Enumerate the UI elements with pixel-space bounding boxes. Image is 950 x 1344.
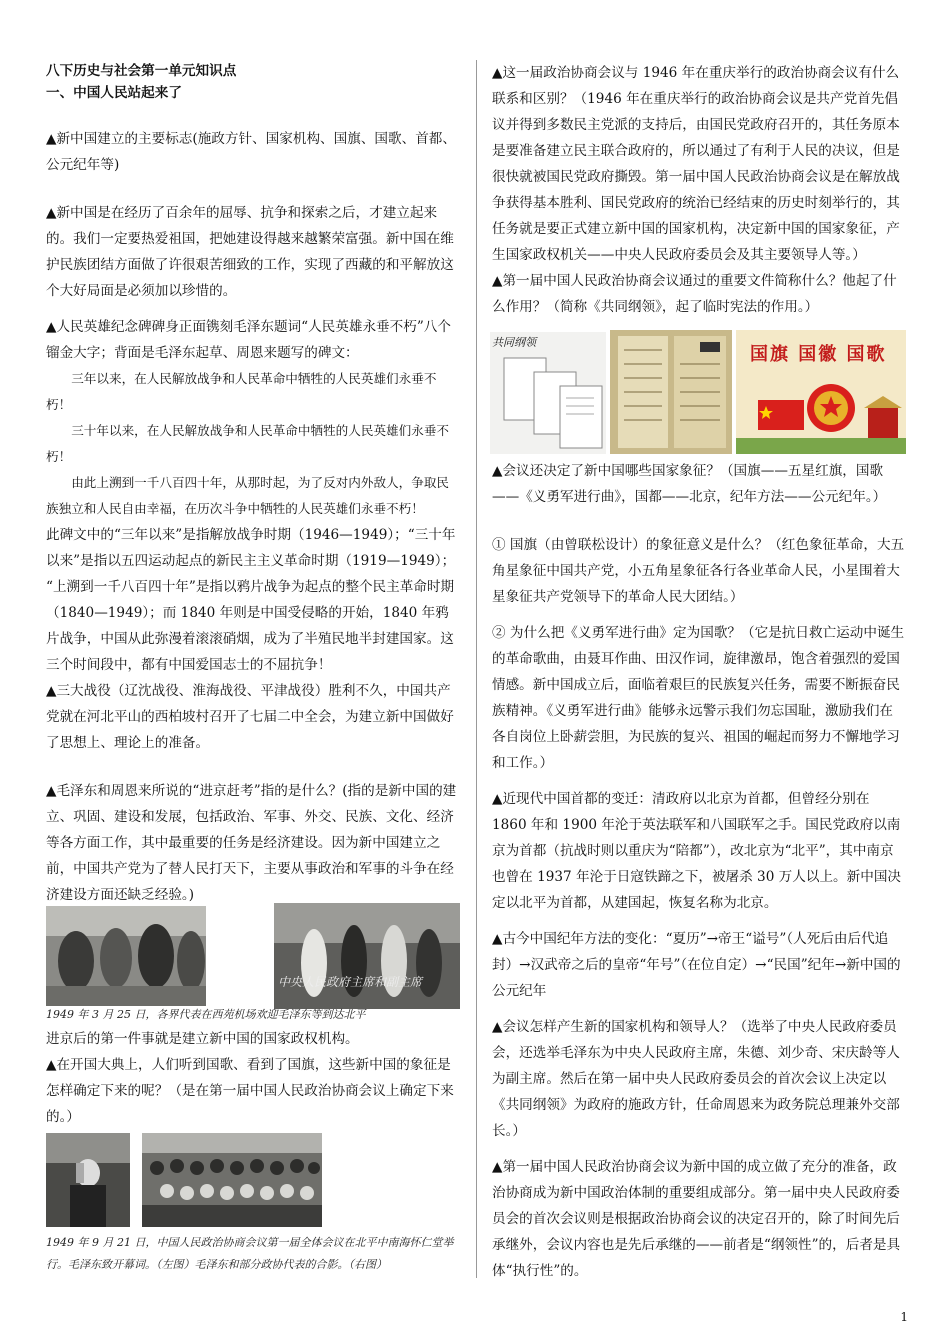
paragraph: ▲第一届中国人民政治协商会议通过的重要文件简称什么？他起了什么作用？（简称《共同纲领》，起了临时宪法的作用。）	[492, 273, 897, 315]
paragraph: ▲近现代中国首都的变迁：清政府以北京为首都，但曾经分别在 1860 年和 1900 年沦于英法联军和八国联军之手。国民党政府以南京为首都（抗战时则以重庆为“陪都”），改北京为“北平”，其中南京也曾在 1937 年沦于日寇铁蹄之下，被屠杀 30 万人以上。新中国决定以北平为首都，从建国起，恢复名称为北京。	[492, 791, 902, 911]
inscription-line: 三年以来，在人民解放战争和人民革命中牺牲的人民英雄们永垂不朽！	[46, 371, 437, 412]
paragraph: ▲在开国大典上，人们听到国歌、看到了国旗，这些新中国的象征是怎样确定下来的呢？（是在第一届中国人民政治协商会议上确定下来的。）	[46, 1057, 454, 1125]
paragraph: ▲会议怎样产生新的国家机构和领导人？（选举了中央人民政府委员会，还选举毛泽东为中央人民政府主席，朱德、刘少奇、宋庆龄等人为副主席。然后在第一届中央人民政府委员会的首次会议上决定以《共同纲领》为政府的施政方针，任命周恩来为政务院总理兼外交部长。）	[492, 1019, 900, 1139]
paragraph: ① 国旗（由曾联松设计）的象征意义是什么？（红色象征革命，大五角星象征中国共产党，小五角星象征各行各业革命人民，小星围着大星象征共产党领导下的革命人民大团结。）	[492, 537, 905, 605]
leaders-photo	[274, 903, 460, 1009]
paragraph: ▲第一届中国人民政治协商会议为新中国的成立做了充分的准备，政治协商成为新中国政治体制的重要组成部分。第一届中央人民政府委员会的首次会议则是根据政治协商会议的决定召开的，除了时间先后承继外，会议内容也是先后承继的——前者是“纲领性”的，后者是具体“执行性”的。	[492, 1159, 901, 1279]
photo-overlay-caption: 中央人民政府主席和副主席	[278, 975, 423, 989]
image-label: 共同纲领	[492, 336, 536, 349]
welcome-photo	[46, 906, 206, 1006]
group-photo	[142, 1133, 322, 1227]
left-column	[46, 60, 460, 908]
section-title: 一、中国人民站起来了	[46, 85, 182, 101]
inscription-line: 由此上溯到一千八百四十年，从那时起，为了反对内外敌人，争取民族独立和人民自由幸福，在历次斗争中牺牲的人民英雄们永垂不朽！	[46, 475, 449, 516]
paragraph: ▲这一届政治协商会议与 1946 年在重庆举行的政治协商会议有什么联系和区别？（1946 年在重庆举行的政治协商会议是共产党首先倡议并得到多数民主党派的支持后，由国民党政府召开的，其任务原本是要准备建立民主联合政府的，所以通过了有利于人民的决议，但是很快就被国民党政府撕毁。第一届中国人民政治协商会议是在解放战争获得基本胜利、国民党政府的统治已经结束的历史时刻举行的，其任务就是要正式建立新中国的国家机构，决定新中国的国家象征，产生国家政权机关——中央人民政府委员会及其主要领导人等。）	[492, 65, 900, 263]
page-number: 1	[900, 1310, 908, 1324]
paragraph: ▲新中国建立的主要标志(施政方针、国家机构、国旗、国歌、首都、公元纪年等)	[46, 131, 456, 173]
paragraph: 进京后的第一件事就是建立新中国的国家政权机构。	[46, 1031, 359, 1047]
photo-caption: 1949 年 3 月 25 日，各界代表在西苑机场欢迎毛泽东等到达北平	[46, 1008, 366, 1021]
photo-caption: 1949 年 9 月 21 日，中国人民政治协商会议第一届全体会议在北平中南海怀仁堂举行。毛泽东致开幕词。（左图）毛泽东和部分政协代表的合影。（右图）	[46, 1236, 454, 1271]
inscription-line: 三十年以来，在人民解放战争和人民革命中牺牲的人民英雄们永垂不朽！	[46, 423, 449, 464]
document-photo	[610, 330, 732, 454]
right-lower-text	[492, 458, 906, 1284]
paragraph: ▲人民英雄纪念碑碑身正面镌刻毛泽东题词“人民英雄永垂不朽”八个镏金大字；背面是毛泽东起草、周恩来题写的碑文：	[46, 319, 451, 361]
symbols-title: 国旗 国徽 国歌	[750, 344, 887, 365]
paragraph: ▲会议还决定了新中国哪些国家象征？（国旗——五星红旗，国歌——《义勇军进行曲》，国都——北京，纪年方法——公元纪年。）	[492, 463, 887, 505]
paragraph: ▲三大战役（辽沈战役、淮海战役、平津战役）胜利不久，中国共产党就在河北平山的西柏坡村召开了七届二中全会，为建立新中国做好了思想上、理论上的准备。	[46, 683, 454, 751]
paragraph: ▲古今中国纪年方法的变化：“夏历”→帝王“谥号”（人死后由后代追封）→汉武帝之后的皇帝“年号”（在位自定）→“民国”纪年→新中国的公元纪年	[492, 931, 901, 999]
left-lower-text	[46, 1026, 460, 1130]
paragraph: “上溯到一千八百四十年”是指以鸦片战争为起点的整个民主革命时期（1840—1949）；而 1840 年则是中国受侵略的开始，1840 年鸦片战争，中国从此弥漫着滚滚硝烟，成为了半殖民地半封建国家。这三个时间段中，都有中国爱国志士的不屈抗争！	[46, 579, 455, 673]
paragraph: ▲新中国是在经历了百余年的屈辱、抗争和探索之后，才建立起来的。我们一定要热爱祖国，把她建设得越来越繁荣富强。新中国在维护民族团结方面做了许很艰苦细致的工作，实现了西藏的和平解放这个大好局面是必须加以珍惜的。	[46, 205, 454, 299]
mao-speech-photo	[46, 1133, 130, 1227]
paragraph: ② 为什么把《义勇军进行曲》定为国歌？（它是抗日救亡运动中诞生的革命歌曲，由聂耳作曲、田汉作词，旋律激昂，饱含着强烈的爱国情感。新中国成立后，面临着艰巨的民族复兴任务，需要不断振奋民族精神。《义勇军进行曲》能够永远警示我们勿忘国耻，激励我们在各自岗位上卧薪尝胆，为民族的复兴、祖国的崛起而努力不懈地学习和工作。）	[492, 625, 905, 771]
paragraph: 此碑文中的“三年以来”是指解放战争时期（1946—1949）；“三十年以来”是指以五四运动起点的新民主主义革命时期（1919—1949）；	[46, 527, 456, 569]
column-divider	[476, 60, 477, 1278]
paragraph: ▲毛泽东和周恩来所说的“进京赶考”指的是什么？(指的是新中国的建立、巩固、建设和发展，包括政治、军事、外交、民族、文化、经济等各方面工作，其中最重要的任务是经济建设。因为新中国建立之前，中国共产党为了替人民打天下，主要从事政治和军事的斗争在经济建设方面还缺乏经验。)	[46, 783, 457, 903]
national-symbols-image	[736, 330, 906, 454]
right-column	[492, 60, 906, 320]
doc-title: 八下历史与社会第一单元知识点	[46, 63, 237, 79]
common-program-photo	[490, 332, 606, 454]
